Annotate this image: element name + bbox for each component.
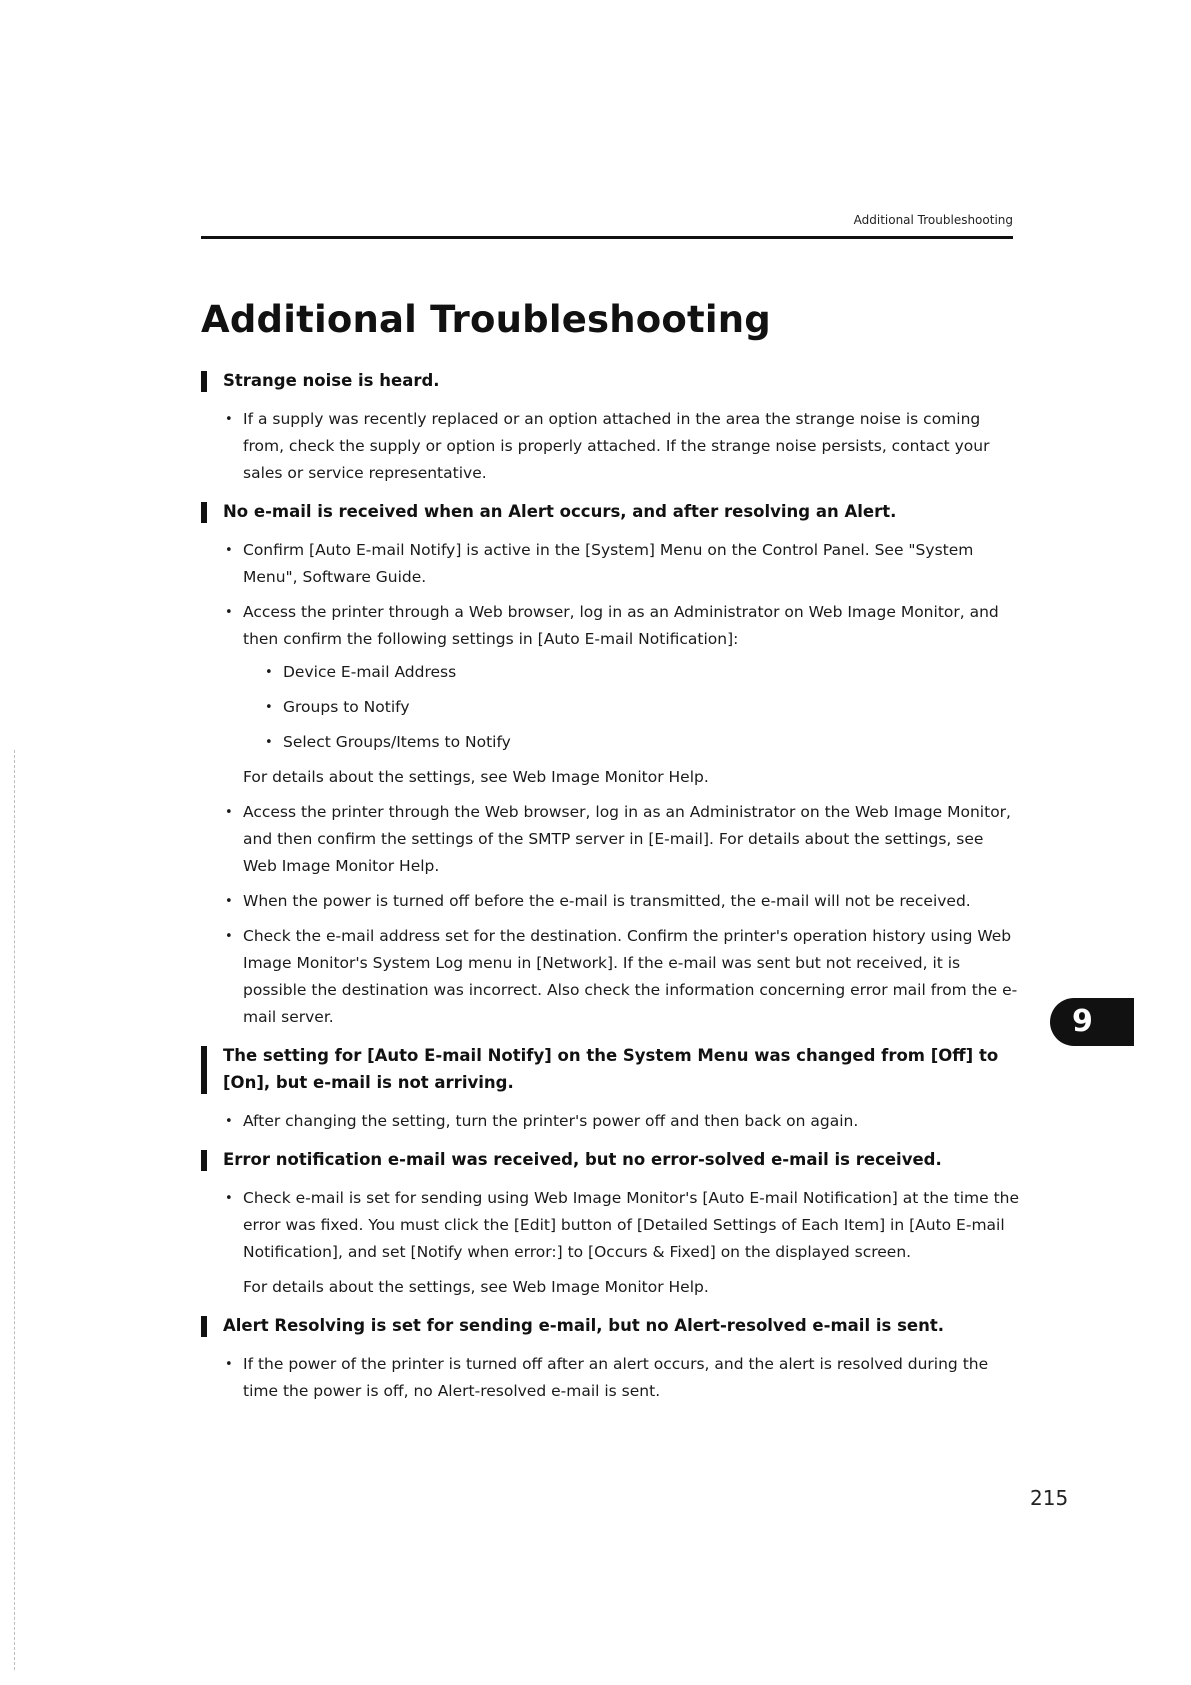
section-heading <box>201 367 1021 394</box>
list-item: • Access the printer through the Web browser, log in as an Administrator on the Web Image Monitor, and then confirm the settings of the SMTP server in [E-mail]. For details about the settings, see Web Image Monitor Help. <box>225 799 1021 880</box>
section-no-email-alert <box>201 498 1021 1031</box>
list-item: • Confirm [Auto E-mail Notify] is active in the [System] Menu on the Control Panel. See "System Menu", Software Guide. <box>225 537 1021 591</box>
heading-marker-bar <box>201 371 207 392</box>
bullet-list <box>201 1185 1021 1266</box>
section-heading <box>201 498 1021 525</box>
sub-bullet-list <box>243 659 1021 756</box>
heading-marker-bar <box>201 1046 207 1094</box>
section-alert-resolved-email <box>201 1312 1021 1405</box>
heading-marker-bar <box>201 1150 207 1171</box>
list-item: • When the power is turned off before the e-mail is transmitted, the e-mail will not be received. <box>225 888 1021 915</box>
section-auto-email-notify <box>201 1042 1021 1135</box>
list-item: • After changing the setting, turn the printer's power off and then back on again. <box>225 1108 1021 1135</box>
scan-edge-mark <box>14 750 15 1670</box>
bullet-list <box>201 799 1021 1031</box>
heading-marker-bar <box>201 502 207 523</box>
section-heading <box>201 1312 1021 1339</box>
heading-marker-bar <box>201 1316 207 1337</box>
note-text: For details about the settings, see Web Image Monitor Help. <box>243 768 709 786</box>
section-heading-text: Strange noise is heard. <box>223 371 440 390</box>
header-rule <box>201 236 1013 239</box>
sub-list-item: • Device E-mail Address <box>265 659 1021 686</box>
bullet-list <box>201 537 1021 756</box>
chapter-tab: 9 <box>1050 998 1134 1046</box>
list-item: • If the power of the printer is turned off after an alert occurs, and the alert is resolved during the time the power is off, no Alert-resolved e-mail is sent. <box>225 1351 1021 1405</box>
section-heading-text: The setting for [Auto E-mail Notify] on the System Menu was changed from [Off] to [On], but e-mail is not arriving. <box>223 1046 999 1092</box>
section-heading-text: Alert Resolving is set for sending e-mail, but no Alert-resolved e-mail is sent. <box>223 1316 944 1335</box>
bullet-list <box>201 406 1021 487</box>
running-header: Additional Troubleshooting <box>853 213 1013 227</box>
section-error-solved-email <box>201 1146 1021 1301</box>
sub-list-item: • Select Groups/Items to Notify <box>265 729 1021 756</box>
bullet-list <box>201 1108 1021 1135</box>
section-heading-text: No e-mail is received when an Alert occurs, and after resolving an Alert. <box>223 502 897 521</box>
bullet-list <box>201 1351 1021 1405</box>
sub-list-item: • Groups to Notify <box>265 694 1021 721</box>
list-item: • If a supply was recently replaced or an option attached in the area the strange noise is coming from, check the supply or option is properly attached. If the strange noise persists, contact your sales or service representative. <box>225 406 1021 487</box>
note-text: For details about the settings, see Web Image Monitor Help. <box>243 1278 709 1296</box>
list-item: • Check e-mail is set for sending using Web Image Monitor's [Auto E-mail Notification] at the time the error was fixed. You must click the [Edit] button of [Detailed Settings of Each Item] in [Auto E-mail Notification], and set [Notify when error:] to [Occurs & Fixed] on the displayed screen. <box>225 1185 1021 1266</box>
section-strange-noise <box>201 367 1021 487</box>
page-number: 215 <box>1030 1486 1069 1510</box>
list-item: • Check the e-mail address set for the destination. Confirm the printer's operation history using Web Image Monitor's System Log menu in [Network]. If the e-mail was sent but not received, it is possible the destination was incorrect. Also check the information concerning error mail from the e-mail server. <box>225 923 1021 1031</box>
section-heading-text: Error notification e-mail was received, but no error-solved e-mail is received. <box>223 1150 942 1169</box>
section-heading <box>201 1042 1021 1096</box>
page-content <box>201 367 1021 1416</box>
list-item <box>225 599 1021 756</box>
page-title: Additional Troubleshooting <box>201 298 771 341</box>
list-item-text: Access the printer through a Web browser, log in as an Administrator on Web Image Monitor, and then confirm the following settings in [Auto E-mail Notification]: <box>243 603 999 648</box>
section-heading <box>201 1146 1021 1173</box>
